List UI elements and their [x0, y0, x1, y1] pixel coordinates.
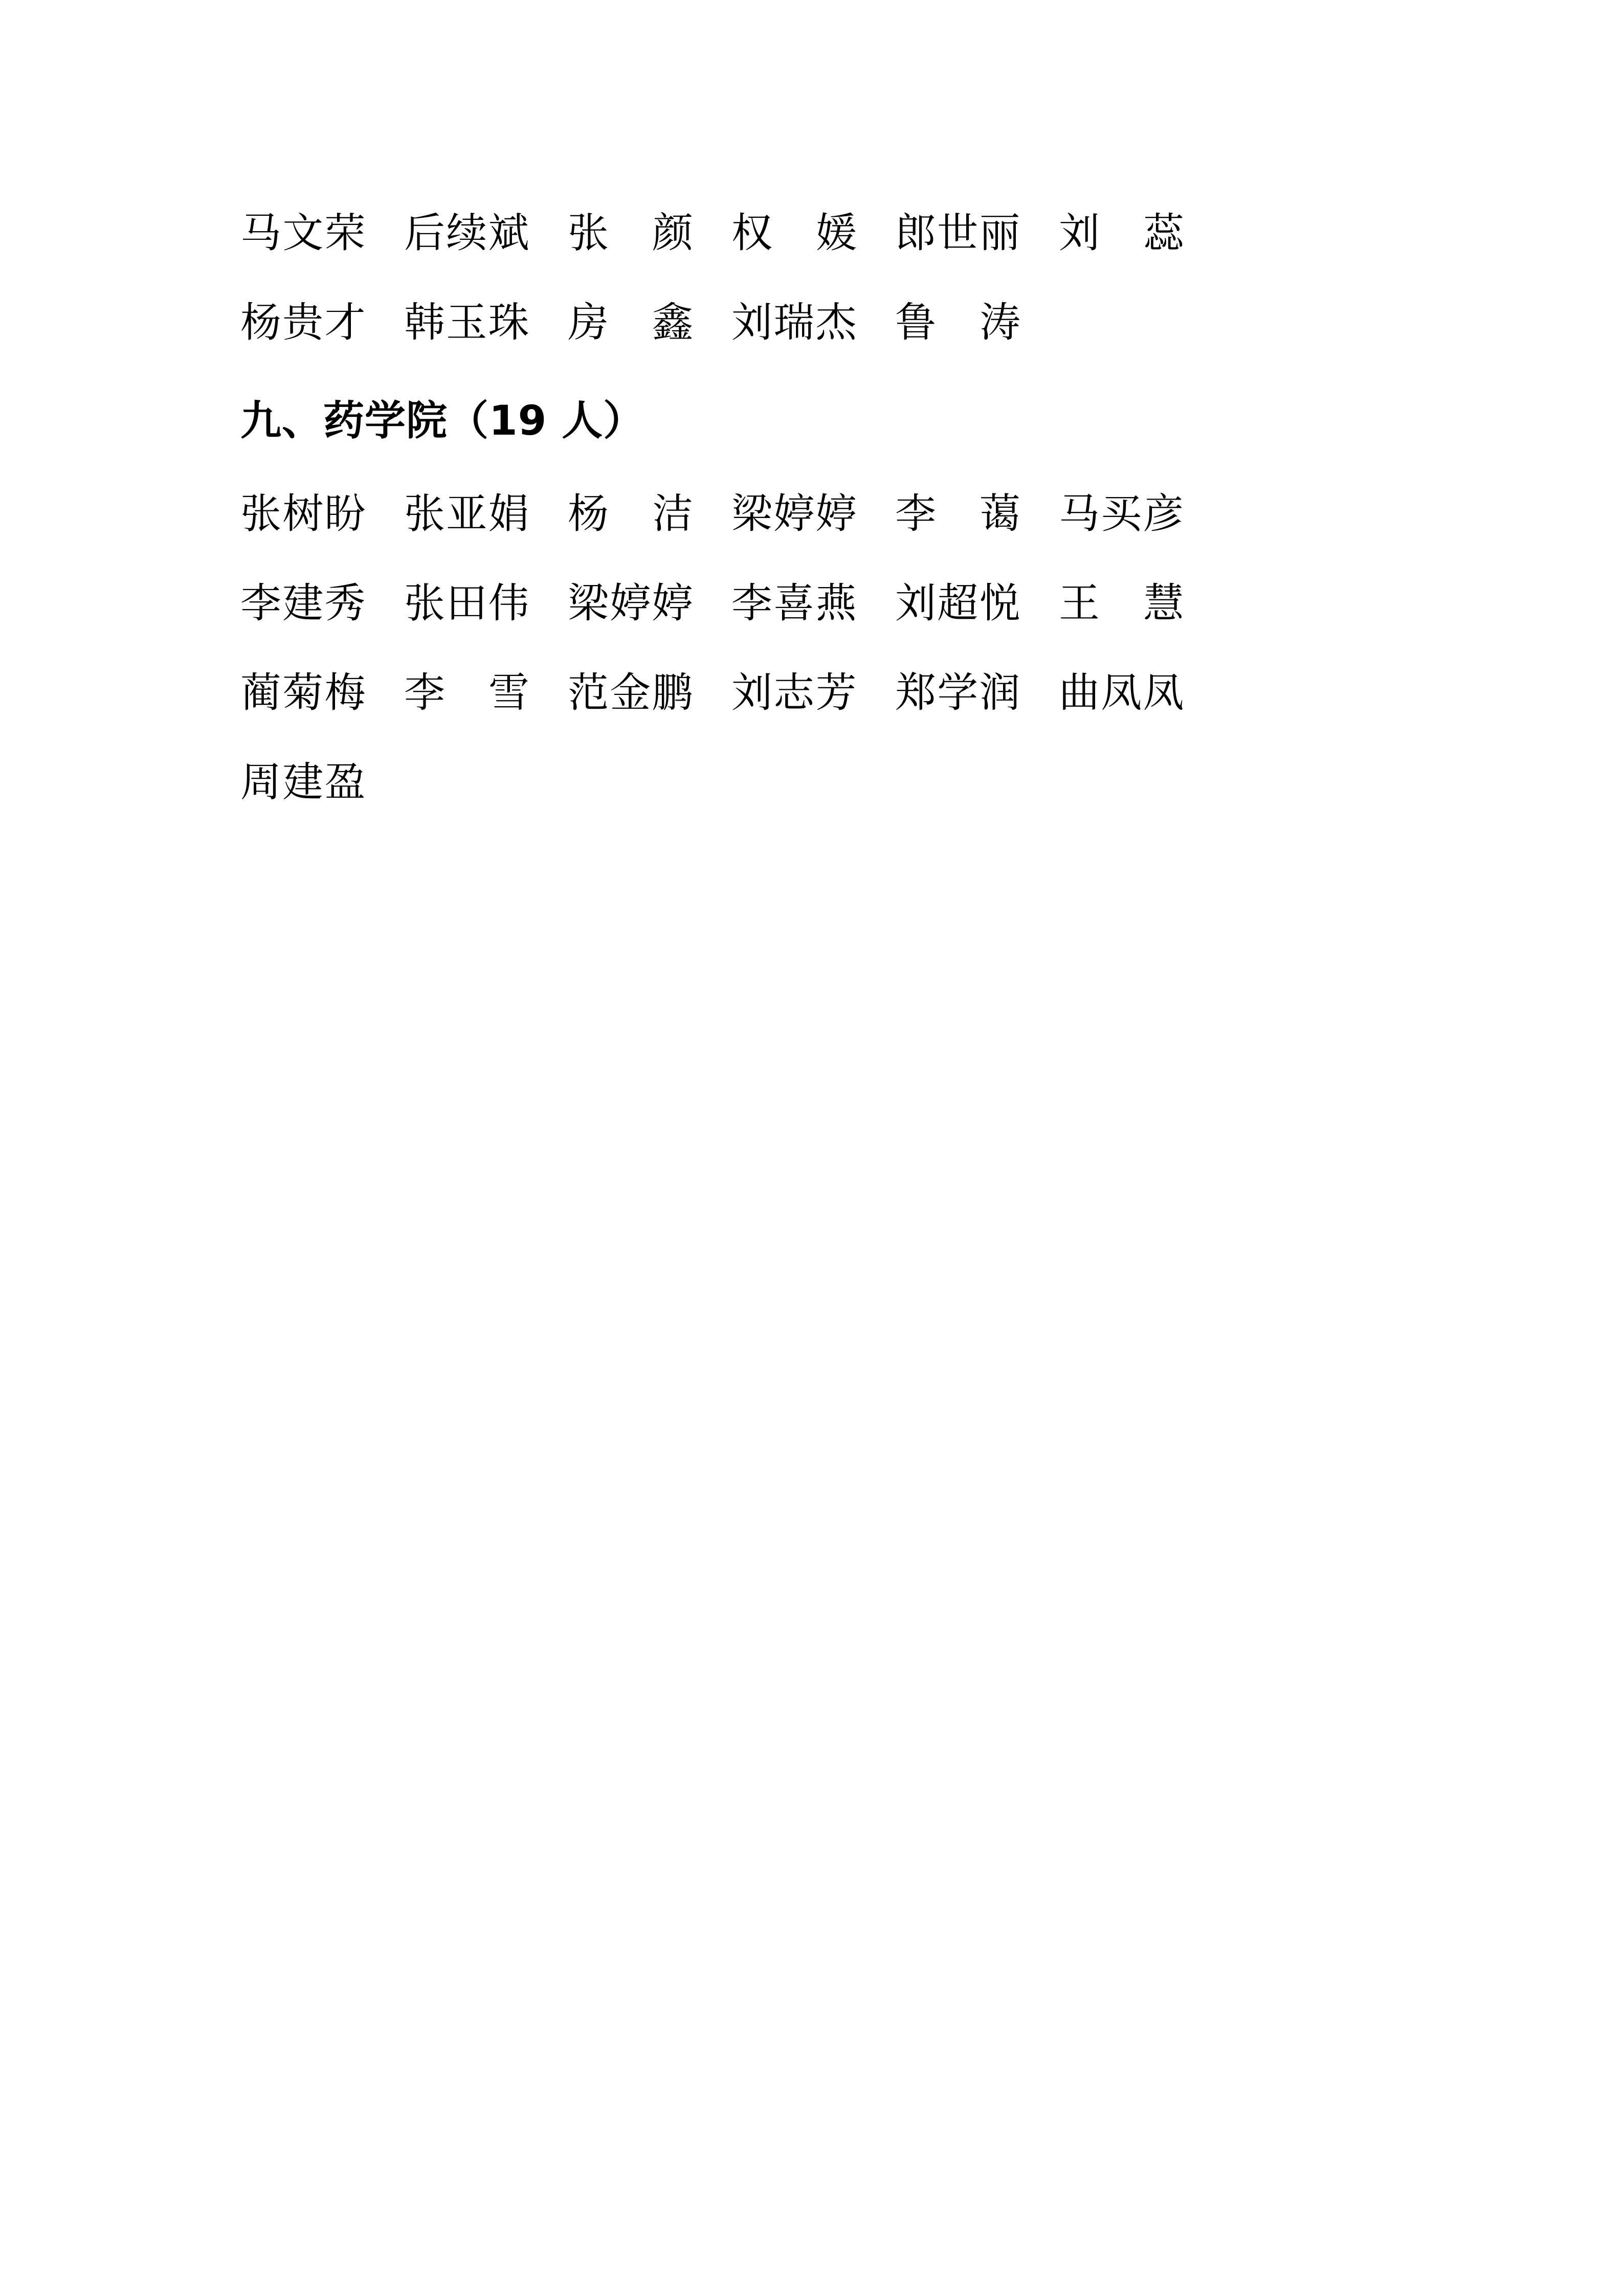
name-char: 韩: [404, 301, 446, 346]
name-char: 斌: [488, 211, 529, 256]
name-char: 喜: [773, 581, 815, 626]
name-char: 刘: [731, 301, 773, 346]
name-char: 慧: [1143, 581, 1184, 626]
name-char: 张: [240, 492, 282, 537]
name-char: 郎: [895, 211, 937, 256]
name-char: 蔼: [980, 492, 1020, 537]
name-char: 梁: [568, 581, 609, 626]
name-char: 后: [404, 211, 446, 256]
name-char: 郑: [895, 671, 937, 716]
name-row: [240, 189, 1471, 279]
name-char: 彦: [1143, 492, 1184, 537]
name-char: 瑞: [773, 301, 815, 346]
name-char: 马: [240, 211, 282, 256]
name-char: 伟: [488, 581, 529, 626]
name-char: 建: [282, 581, 324, 626]
name-char: 世: [937, 211, 978, 256]
name-char: 贵: [282, 301, 324, 346]
name-char: 洁: [652, 492, 693, 537]
name-entry: [895, 649, 1020, 738]
name-char: 荣: [324, 211, 366, 256]
name-char: 李: [404, 671, 445, 716]
name-char: 张: [404, 492, 446, 537]
name-char: 建: [282, 760, 324, 805]
name-char: 杨: [568, 492, 609, 537]
name-entry: [568, 559, 693, 649]
name-row: [240, 649, 1471, 738]
name-entry: [240, 559, 366, 649]
name-group-preceding: [240, 189, 1471, 368]
name-char: 梁: [731, 492, 773, 537]
name-char: 盈: [324, 760, 366, 805]
name-char: 凤: [1143, 671, 1184, 716]
name-char: 李: [240, 581, 282, 626]
name-entry: [731, 559, 857, 649]
name-entry: [1059, 649, 1184, 738]
name-entry: [404, 470, 529, 559]
name-entry: [731, 189, 857, 279]
name-char: 媛: [816, 211, 857, 256]
name-char: 蕊: [1143, 211, 1184, 256]
name-char: 刘: [895, 581, 937, 626]
name-row: [240, 559, 1471, 649]
name-entry: [404, 559, 529, 649]
name-char: 田: [446, 581, 487, 626]
name-row: [240, 470, 1471, 559]
name-char: 玉: [446, 301, 487, 346]
name-char: 梅: [324, 671, 366, 716]
name-entry: [404, 649, 529, 738]
name-char: 曲: [1059, 671, 1100, 716]
name-entry: [731, 649, 857, 738]
name-char: 学: [937, 671, 978, 716]
name-entry: [1059, 559, 1184, 649]
name-char: 张: [404, 581, 446, 626]
name-char: 刘: [731, 671, 773, 716]
name-entry: [895, 470, 1020, 559]
name-char: 婷: [610, 581, 651, 626]
name-char: 燕: [815, 581, 857, 626]
name-entry: [404, 279, 529, 368]
name-char: 凤: [1101, 671, 1142, 716]
name-char: 秀: [324, 581, 366, 626]
name-char: 婷: [652, 581, 693, 626]
name-char: 涛: [980, 301, 1020, 346]
section-heading-pharmacy: 九、药学院（19 人）: [240, 397, 645, 444]
name-char: 盼: [324, 492, 366, 537]
name-char: 王: [1059, 581, 1100, 626]
name-char: 文: [282, 211, 324, 256]
name-char: 丽: [979, 211, 1020, 256]
name-char: 马: [1059, 492, 1100, 537]
name-entry: [568, 189, 693, 279]
name-entry: [240, 649, 366, 738]
name-entry: [404, 189, 529, 279]
name-char: 刘: [1059, 211, 1100, 256]
name-char: 金: [610, 671, 651, 716]
name-char: 李: [895, 492, 936, 537]
name-char: 婷: [815, 492, 857, 537]
name-char: 周: [240, 760, 282, 805]
name-entry: [240, 470, 366, 559]
name-row: [240, 279, 1471, 368]
name-char: 才: [324, 301, 366, 346]
name-char: 芳: [815, 671, 857, 716]
name-char: 李: [731, 581, 773, 626]
name-char: 房: [568, 301, 609, 346]
name-char: 娟: [488, 492, 529, 537]
name-char: 张: [568, 211, 609, 256]
document-body: [240, 189, 1471, 828]
name-char: 权: [731, 211, 772, 256]
name-entry: [1059, 470, 1184, 559]
name-char: 婷: [773, 492, 815, 537]
name-char: 雪: [488, 671, 529, 716]
name-char: 菊: [282, 671, 324, 716]
name-entry: [895, 559, 1020, 649]
name-entry: [240, 189, 366, 279]
name-char: 悦: [979, 581, 1020, 626]
name-char: 买: [1101, 492, 1142, 537]
name-entry: [568, 279, 693, 368]
name-entry: [895, 279, 1020, 368]
name-entry: [240, 738, 366, 828]
name-char: 杰: [815, 301, 857, 346]
name-char: 珠: [488, 301, 529, 346]
name-char: 鑫: [652, 301, 693, 346]
name-char: 鹏: [652, 671, 693, 716]
name-char: 树: [282, 492, 324, 537]
name-char: 润: [979, 671, 1020, 716]
name-char: 续: [446, 211, 487, 256]
name-entry: [240, 279, 366, 368]
name-char: 颜: [652, 211, 693, 256]
name-entry: [1059, 189, 1184, 279]
name-char: 志: [773, 671, 815, 716]
name-char: 超: [937, 581, 978, 626]
name-char: 范: [568, 671, 609, 716]
name-entry: [568, 649, 693, 738]
name-char: 杨: [240, 301, 282, 346]
name-entry: [568, 470, 693, 559]
name-row: [240, 738, 1471, 828]
name-char: 鲁: [895, 301, 936, 346]
name-char: 蔺: [240, 671, 282, 716]
name-entry: [731, 470, 857, 559]
name-char: 亚: [446, 492, 487, 537]
name-entry: [895, 189, 1020, 279]
name-group-pharmacy: [240, 470, 1471, 828]
name-entry: [731, 279, 857, 368]
